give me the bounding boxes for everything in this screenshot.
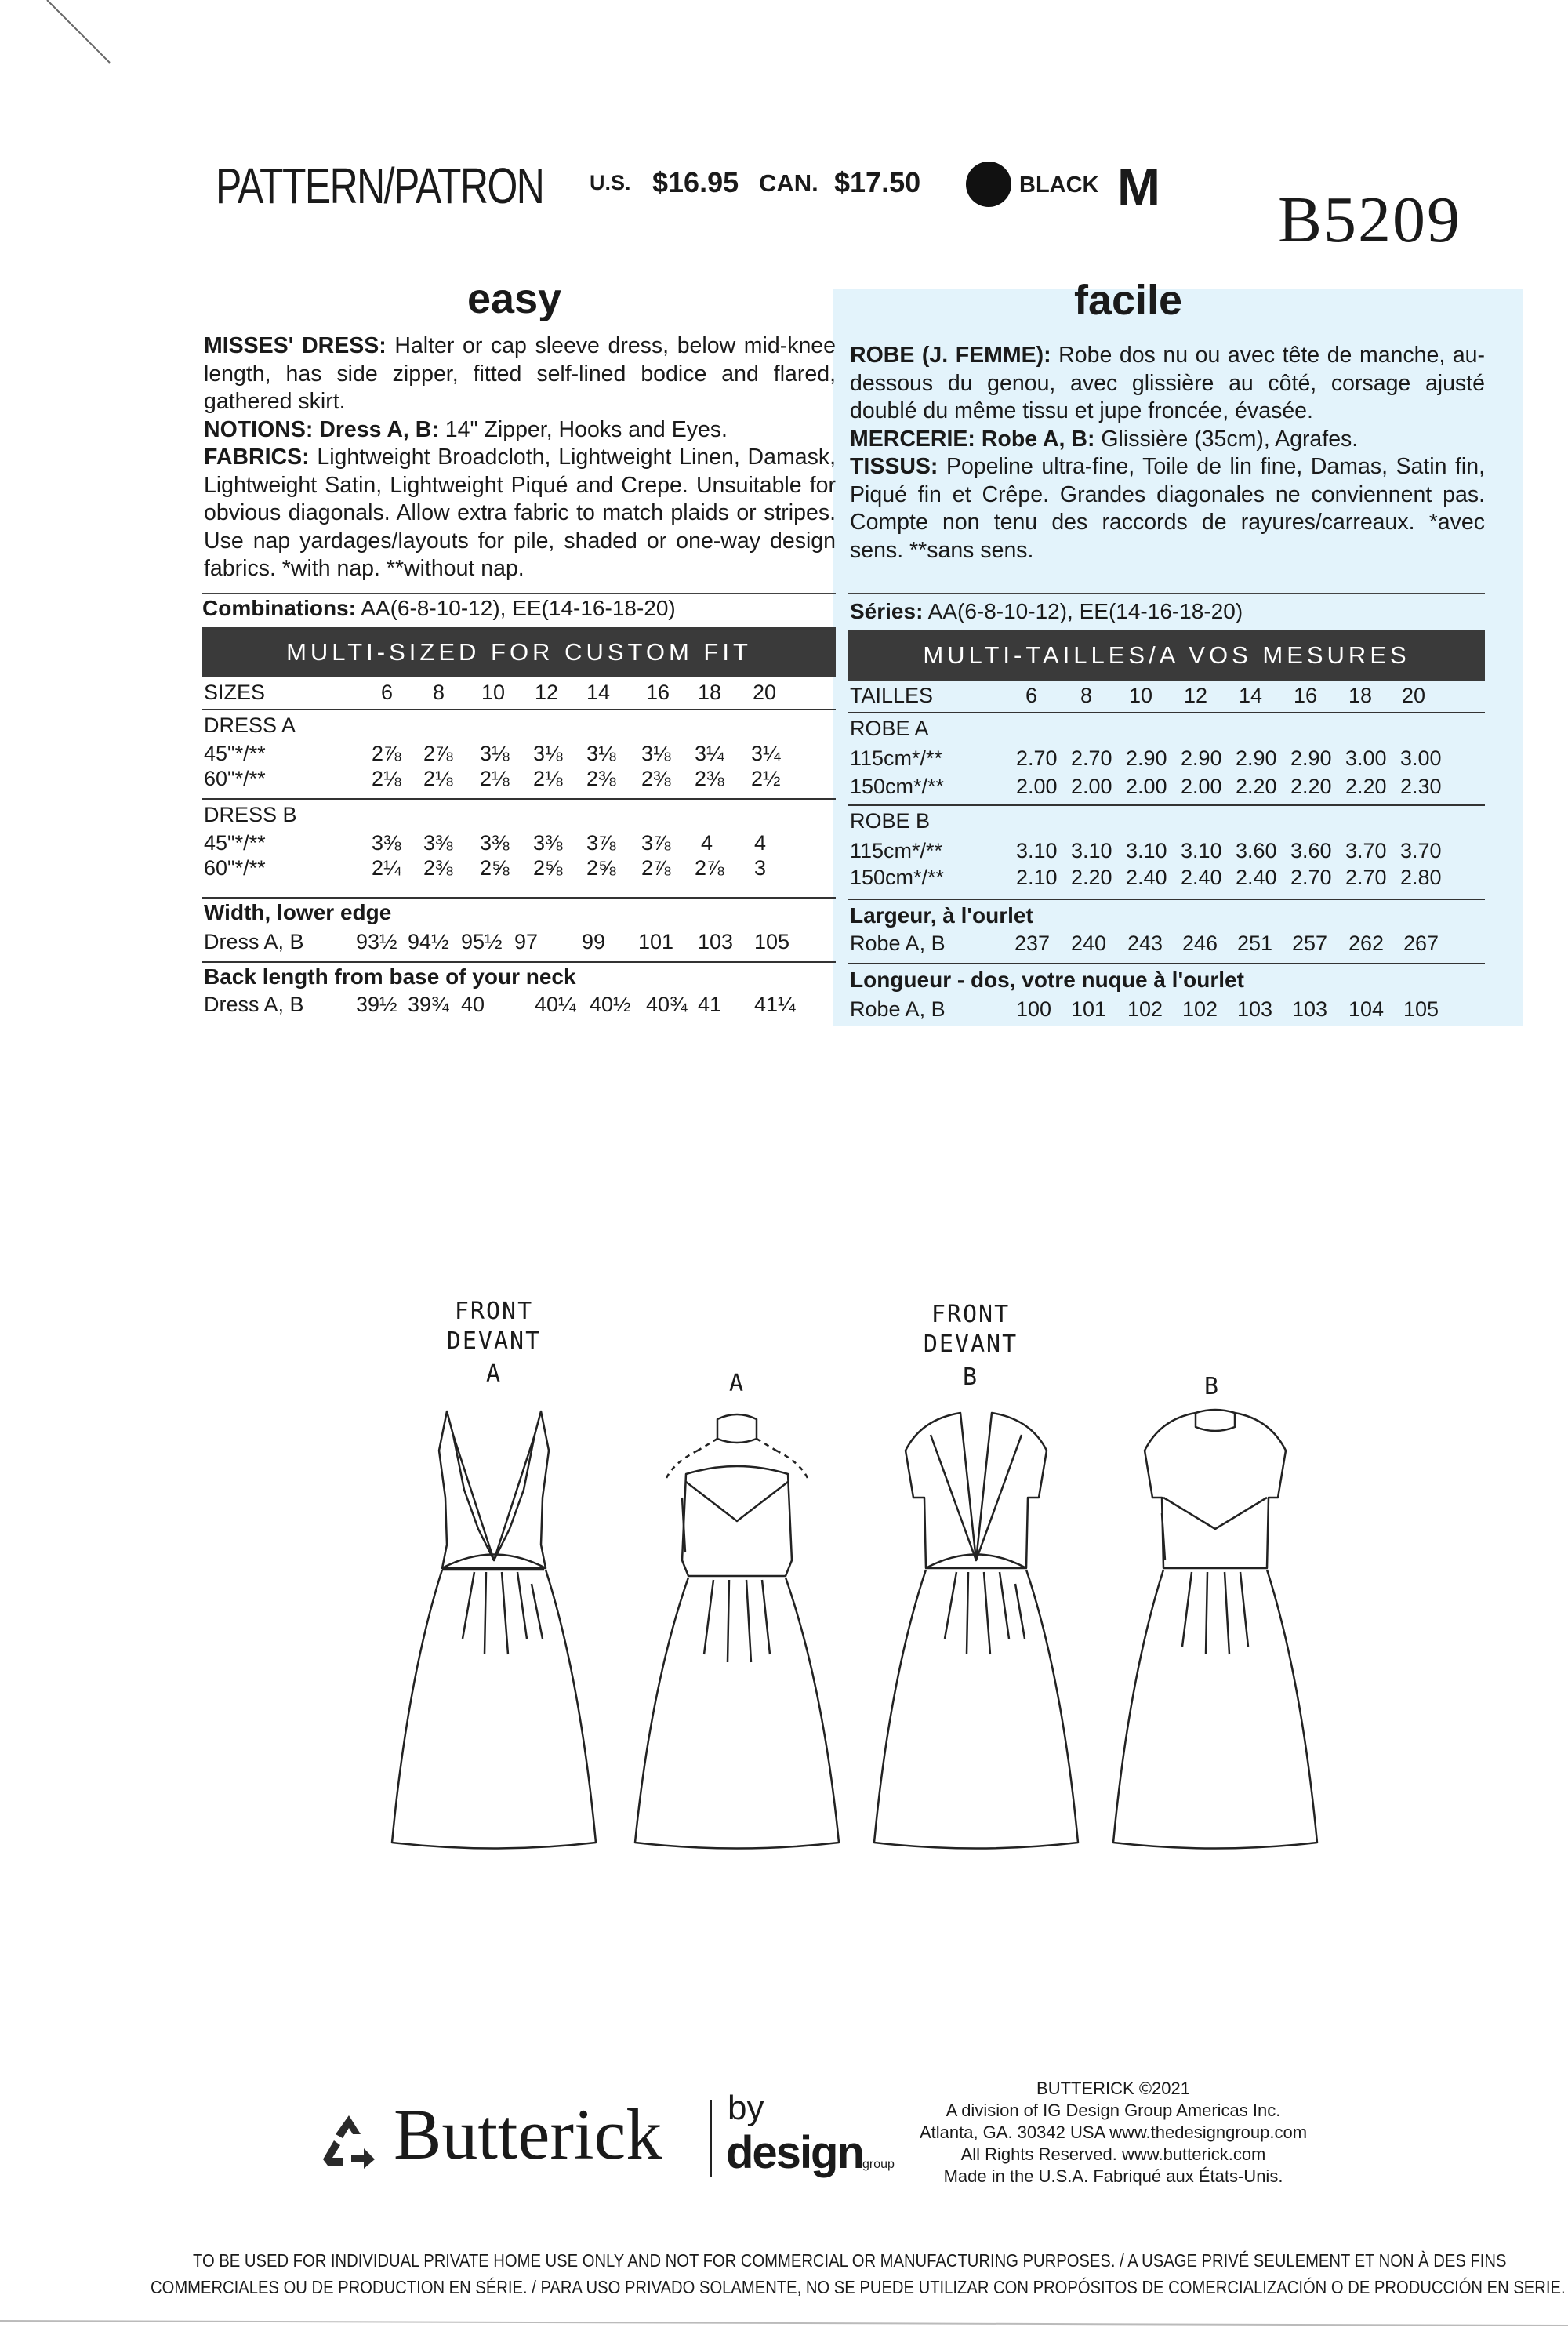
width-cell: 257 [1292,931,1328,955]
size-cell: 10 [481,681,506,704]
notions-label-en: NOTIONS: Dress A, B: [204,416,439,442]
yardage-cell: 4 [754,831,767,855]
metric-cell: 2.90 [1181,746,1222,770]
combinations-text-en: AA(6-8-10-12), EE(14-16-18-20) [361,596,676,620]
back-b-label: B [1203,1373,1221,1400]
logo-divider [710,2100,712,2177]
width-150-label: 150cm*/** [850,775,945,798]
notions-label-fr: MERCERIE: Robe A, B: [850,426,1095,452]
can-price: $17.50 [834,166,921,198]
dress-b-45-row [202,831,836,859]
metric-cell: 2.20 [1071,866,1112,889]
bar-title-fr: MULTI-TAILLES/A VOS MESURES [848,630,1485,681]
width-115-label: 115cm*/** [850,839,943,862]
can-label: CAN. [759,169,818,197]
width-label-en: Width, lower edge [204,900,392,924]
width-115-label: 115cm*/** [850,746,943,770]
back-cell: 40¼ [535,993,576,1016]
english-yardage-table [202,681,836,1026]
yardage-cell: 3⅛ [586,742,616,765]
desc-text-fr: Robe dos nu ou avec tête de manche, au-dessous du genou, avec glissière au côté, corsage ajusté doublé du même tissu et jupe froncée, évasée. [850,343,1486,423]
width-cell: 105 [754,930,790,953]
bar-title-en: MULTI-SIZED FOR CUSTOM FIT [202,627,836,677]
publisher-line: BUTTERICK ©2021 [1036,2079,1190,2098]
combinations-label-en: Combinations: [202,596,356,620]
dress-a-45-row [202,742,836,770]
metric-cell: 2.20 [1290,775,1332,798]
difficulty-en: easy [467,275,562,322]
metric-cell: 3.60 [1236,839,1277,862]
rule [202,709,836,710]
width-60-label: 60"*/** [204,856,266,880]
metric-cell: 3.60 [1290,839,1332,862]
rule [848,963,1485,964]
yardage-cell: 2⅜ [695,767,724,790]
yardage-cell: 2⅛ [372,767,401,790]
yardage-cell: 2¼ [372,856,401,880]
width-values-row-fr [848,931,1485,960]
color-label: BLACK [1019,172,1099,198]
yardage-cell: 3⅜ [533,831,563,855]
size-cell: 14 [1239,684,1263,707]
width-values-row-en [202,930,836,958]
yardage-cell: 2⅝ [586,856,616,880]
size-cell: 18 [698,681,722,704]
metric-cell: 2.20 [1236,775,1277,798]
back-a-drawing [635,1414,839,1849]
us-label: U.S. [590,171,631,194]
width-150-label: 150cm*/** [850,866,945,889]
combinations-fr [850,599,1243,624]
dress-ab-label: Dress A, B [204,993,304,1016]
yardage-cell: 3¼ [695,742,724,765]
metric-cell: 3.00 [1400,746,1442,770]
width-cell: 101 [638,930,674,953]
metric-cell: 2.90 [1236,746,1277,770]
width-45-label: 45"*/** [204,742,266,765]
front-b-drawing [874,1413,1078,1849]
front-b-label [884,1300,1057,1392]
legal-line-2: COMMERCIALES OU DE PRODUCTION EN SÉRIE. / PARA USO PRIVADO SOLAMENTE, NO SE PUEDE UTILIZAR CON PROPÓSITOS DE COMERCIALIZACIÓN O DE PRODUCCIÓN EN SERIE. [151,2277,1566,2297]
back-cell: 39½ [356,993,397,1016]
yardage-cell: 3⅞ [641,831,671,855]
pattern-label: PATTERN/PATRON [216,158,544,214]
rule-en-top [202,593,836,594]
sizes-label-fr: TAILLES [850,684,934,707]
metric-cell: 2.30 [1400,775,1442,798]
yardage-cell: 3⅛ [533,742,563,765]
back-cell: 105 [1403,997,1439,1021]
yardage-cell: 2⅛ [533,767,563,790]
yardage-cell: 2⅞ [372,742,401,765]
width-cell: 240 [1071,931,1107,955]
front-a-drawing [392,1411,596,1849]
recycle-icon [317,2112,381,2172]
yardage-cell: 2⅛ [423,767,453,790]
metric-cell: 3.00 [1345,746,1387,770]
back-cell: 40½ [590,993,631,1016]
metric-cell: 2.00 [1126,775,1167,798]
size-code: M [1117,158,1160,216]
back-label-en: Back length from base of your neck [204,964,576,989]
metric-cell: 2.80 [1400,866,1442,889]
fabrics-label-fr: TISSUS: [850,454,938,479]
width-45-label: 45"*/** [204,831,266,855]
metric-cell: 3.70 [1345,839,1387,862]
robe-a-115-row [848,746,1485,775]
front-text: FRONT [931,1301,1011,1328]
width-cell: 267 [1403,931,1439,955]
size-cell: 20 [1402,684,1426,707]
yardage-cell: 2½ [751,767,781,790]
width-cell: 262 [1348,931,1385,955]
robe-b-150-row [848,866,1485,894]
sizes-row-en [202,681,836,709]
rule [848,712,1485,713]
back-values-row-en [202,993,836,1021]
back-cell: 102 [1182,997,1218,1021]
yardage-cell: 2⅝ [533,856,563,880]
size-cell: 8 [1080,684,1093,707]
rule [202,961,836,963]
size-cell: 16 [646,681,670,704]
size-cell: 20 [753,681,777,704]
yardage-cell: 2⅞ [641,856,671,880]
back-cell: 104 [1348,997,1385,1021]
view-letter: A [485,1360,503,1388]
width-60-label: 60"*/** [204,767,266,790]
difficulty-fr: facile [1074,277,1183,324]
width-cell: 251 [1237,931,1273,955]
metric-cell: 3.10 [1181,839,1222,862]
metric-cell: 2.00 [1016,775,1058,798]
rule [848,899,1485,900]
publisher-line: All Rights Reserved. www.butterick.com [960,2144,1266,2164]
metric-cell: 2.40 [1236,866,1277,889]
combinations-label-fr: Séries: [850,599,924,623]
metric-cell: 3.10 [1016,839,1058,862]
rule [848,804,1485,806]
robe-a-label: ROBE A [850,717,929,740]
devant-text: DEVANT [923,1331,1018,1358]
fabrics-text-fr: Popeline ultra-fine, Toile de lin fine, Damas, Satin fin, Piqué fin et Crêpe. Grandes diagonales ne conviennent pas. Compte non tenu des raccords de rayures/carreaux. *avec sens. **sans sens. [850,454,1485,563]
english-description [204,332,836,583]
dress-a-60-row [202,767,836,795]
fabrics-label-en: FABRICS: [204,445,310,470]
back-label-fr: Longueur - dos, votre nuque à l'ourlet [850,968,1244,992]
back-cell: 40 [461,993,485,1016]
size-cell: 10 [1129,684,1153,707]
size-cell: 6 [1025,684,1038,707]
width-cell: 97 [514,930,539,953]
publisher-line: A division of IG Design Group Americas Inc. [946,2101,1281,2120]
width-cell: 237 [1014,931,1051,955]
back-cell: 102 [1127,997,1163,1021]
robe-b-115-row [848,839,1485,867]
metric-cell: 2.40 [1181,866,1222,889]
back-b-drawing [1113,1410,1317,1849]
notions-text-fr: Glissière (35cm), Agrafes. [1101,426,1359,452]
pattern-number: B5209 [1278,183,1462,256]
width-label-fr: Largeur, à l'ourlet [850,903,1033,928]
robe-b-label: ROBE B [850,809,931,833]
width-cell: 93½ [356,930,397,953]
rule [202,798,836,800]
robe-ab-label: Robe A, B [850,997,946,1021]
size-cell: 8 [433,681,445,704]
french-description [850,342,1485,565]
metric-cell: 2.90 [1126,746,1167,770]
width-cell: 246 [1182,931,1218,955]
metric-cell: 3.70 [1400,839,1442,862]
width-cell: 95½ [461,930,503,953]
design-text: design [726,2127,863,2178]
back-cell: 103 [1292,997,1328,1021]
back-cell: 100 [1016,997,1052,1021]
devant-text: DEVANT [446,1327,542,1355]
back-values-row-fr [848,997,1485,1026]
group-text: group [862,2158,895,2171]
yardage-cell: 3⅜ [480,831,510,855]
metric-cell: 2.00 [1071,775,1112,798]
back-cell: 103 [1237,997,1273,1021]
yardage-cell: 3⅜ [372,831,401,855]
robe-ab-label: Robe A, B [850,931,946,955]
metric-cell: 3.10 [1126,839,1167,862]
metric-cell: 2.10 [1016,866,1058,889]
yardage-cell: 3¼ [751,742,781,765]
yardage-cell: 2⅝ [480,856,510,880]
metric-cell: 2.70 [1016,746,1058,770]
desc-label-fr: ROBE (J. FEMME): [850,343,1051,368]
publisher-line: Atlanta, GA. 30342 USA www.thedesigngroup.com [919,2122,1308,2142]
yardage-cell: 3⅜ [423,831,453,855]
metric-cell: 3.10 [1071,839,1112,862]
by-text: by [728,2089,764,2127]
back-cell: 39¾ [408,993,449,1016]
back-cell: 41¼ [754,993,796,1016]
legal-line-1: TO BE USED FOR INDIVIDUAL PRIVATE HOME USE ONLY AND NOT FOR COMMERCIAL OR MANUFACTURING PURPOSES. / A USAGE PRIVÉ SEULEMENT ET NON À DES FINS [193,2250,1507,2271]
desc-text-en: Halter or cap sleeve dress, below mid-knee length, has side zipper, fitted self-lined bodice and flared, gathered skirt. [204,333,836,414]
width-cell: 94½ [408,930,449,953]
robe-a-150-row [848,775,1485,803]
width-cell: 103 [698,930,734,953]
yardage-cell: 3 [754,856,767,880]
dress-ab-label: Dress A, B [204,930,304,953]
size-cell: 18 [1348,684,1373,707]
back-cell: 41 [698,993,722,1016]
butterick-logo: Butterick [394,2094,662,2174]
publisher-info [902,2078,1325,2188]
yardage-cell: 2⅞ [695,856,724,880]
front-a-label [408,1297,580,1389]
size-cell: 12 [1184,684,1208,707]
desc-label-en: MISSES' DRESS: [204,333,387,358]
dress-b-60-row [202,856,836,884]
rule-fr-top [848,593,1485,594]
yardage-cell: 3⅞ [586,831,616,855]
size-cell: 16 [1294,684,1318,707]
view-letter: B [962,1363,979,1391]
metric-cell: 2.20 [1345,775,1387,798]
dress-line-drawings [361,1403,1348,1858]
yardage-cell: 2⅞ [423,742,453,765]
yardage-cell: 2⅛ [480,767,510,790]
french-metric-table [848,684,1485,1029]
back-a-label: A [728,1370,746,1397]
notions-text-en: 14" Zipper, Hooks and Eyes. [445,416,728,442]
size-cell: 12 [535,681,559,704]
metric-cell: 2.70 [1290,866,1332,889]
width-cell: 99 [582,930,606,953]
combinations-text-fr: AA(6-8-10-12), EE(14-16-18-20) [927,599,1243,623]
metric-cell: 2.90 [1290,746,1332,770]
front-text: FRONT [454,1298,534,1325]
yardage-cell: 2⅜ [423,856,453,880]
metric-cell: 2.70 [1071,746,1112,770]
yardage-cell: 4 [701,831,713,855]
yardage-cell: 3⅛ [641,742,671,765]
back-cell: 101 [1071,997,1107,1021]
yardage-cell: 3⅛ [480,742,510,765]
size-cell: 6 [381,681,394,704]
dress-b-label: DRESS B [204,803,297,826]
sizes-label-en: SIZES [204,681,266,704]
sizes-row-fr [848,684,1485,712]
yardage-cell: 2⅜ [586,767,616,790]
dress-a-label: DRESS A [204,713,296,737]
size-cell: 14 [586,681,611,704]
us-price: $16.95 [652,166,739,198]
back-cell: 40¾ [646,993,688,1016]
yardage-cell: 2⅜ [641,767,671,790]
combinations-en [202,596,676,621]
publisher-line: Made in the U.S.A. Fabriqué aux États-Unis. [943,2166,1283,2186]
width-cell: 243 [1127,931,1163,955]
rule [202,897,836,899]
metric-cell: 2.00 [1181,775,1222,798]
black-dot-icon [966,162,1011,207]
metric-cell: 2.40 [1126,866,1167,889]
fabrics-text-en: Lightweight Broadcloth, Lightweight Linen, Damask, Lightweight Satin, Lightweight Piqué and Crepe. Unsuitable for obvious diagonals. Allow extra fabric to match plaids or stripes. Use nap yardages/layouts for pile, shaded or one-way design fabrics. *with nap. **without nap. [204,445,837,581]
metric-cell: 2.70 [1345,866,1387,889]
